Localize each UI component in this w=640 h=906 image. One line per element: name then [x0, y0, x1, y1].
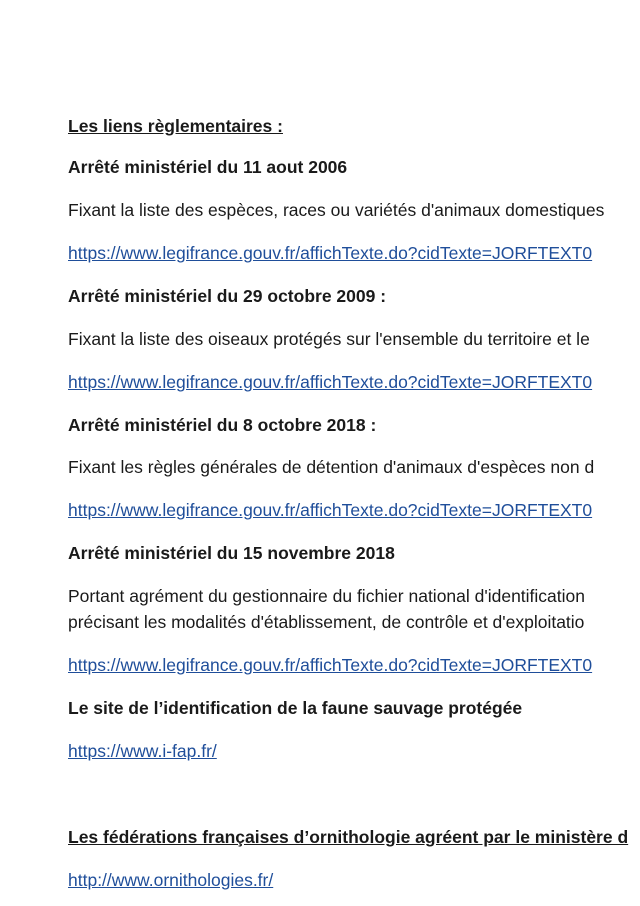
- entry-title-2009: Arrêté ministériel du 29 octobre 2009 :: [68, 286, 387, 306]
- entry-title-2006: Arrêté ministériel du 11 aout 2006: [68, 157, 348, 177]
- entry-text-2006: Fixant la liste des espèces, races ou variétés d'animaux domestiques: [68, 200, 605, 220]
- legifrance-link-nov-2018[interactable]: https://www.legifrance.gouv.fr/affichTexte.do?cidTexte=JORFTEXT0: [68, 655, 593, 675]
- legifrance-link-oct-2018[interactable]: https://www.legifrance.gouv.fr/affichTexte.do?cidTexte=JORFTEXT0: [68, 500, 593, 520]
- entry-text-nov-2018-line2: précisant les modalités d'établissement, de contrôle et d'exploitatio: [68, 612, 585, 632]
- section-heading-federations: Les fédérations françaises d’ornithologie agréent par le ministère d: [68, 827, 629, 847]
- entry-title-oct-2018: Arrêté ministériel du 8 octobre 2018 :: [68, 415, 377, 435]
- ifap-link[interactable]: https://www.i-fap.fr/: [68, 741, 217, 761]
- entry-title-nov-2018: Arrêté ministériel du 15 novembre 2018: [68, 543, 395, 563]
- entry-text-oct-2018: Fixant les règles générales de détention d'animaux d'espèces non d: [68, 457, 595, 477]
- legifrance-link-2006[interactable]: https://www.legifrance.gouv.fr/affichTexte.do?cidTexte=JORFTEXT0: [68, 243, 593, 263]
- ornithologies-link[interactable]: http://www.ornithologies.fr/: [68, 870, 274, 890]
- entry-title-ifap: Le site de l’identification de la faune sauvage protégée: [68, 698, 523, 718]
- legifrance-link-2009[interactable]: https://www.legifrance.gouv.fr/affichTexte.do?cidTexte=JORFTEXT0: [68, 372, 593, 392]
- entry-text-nov-2018-line1: Portant agrément du gestionnaire du fichier national d'identification: [68, 586, 586, 606]
- section-heading-regulatory-links: Les liens règlementaires :: [68, 116, 283, 136]
- entry-text-2009: Fixant la liste des oiseaux protégés sur l'ensemble du territoire et le: [68, 329, 590, 349]
